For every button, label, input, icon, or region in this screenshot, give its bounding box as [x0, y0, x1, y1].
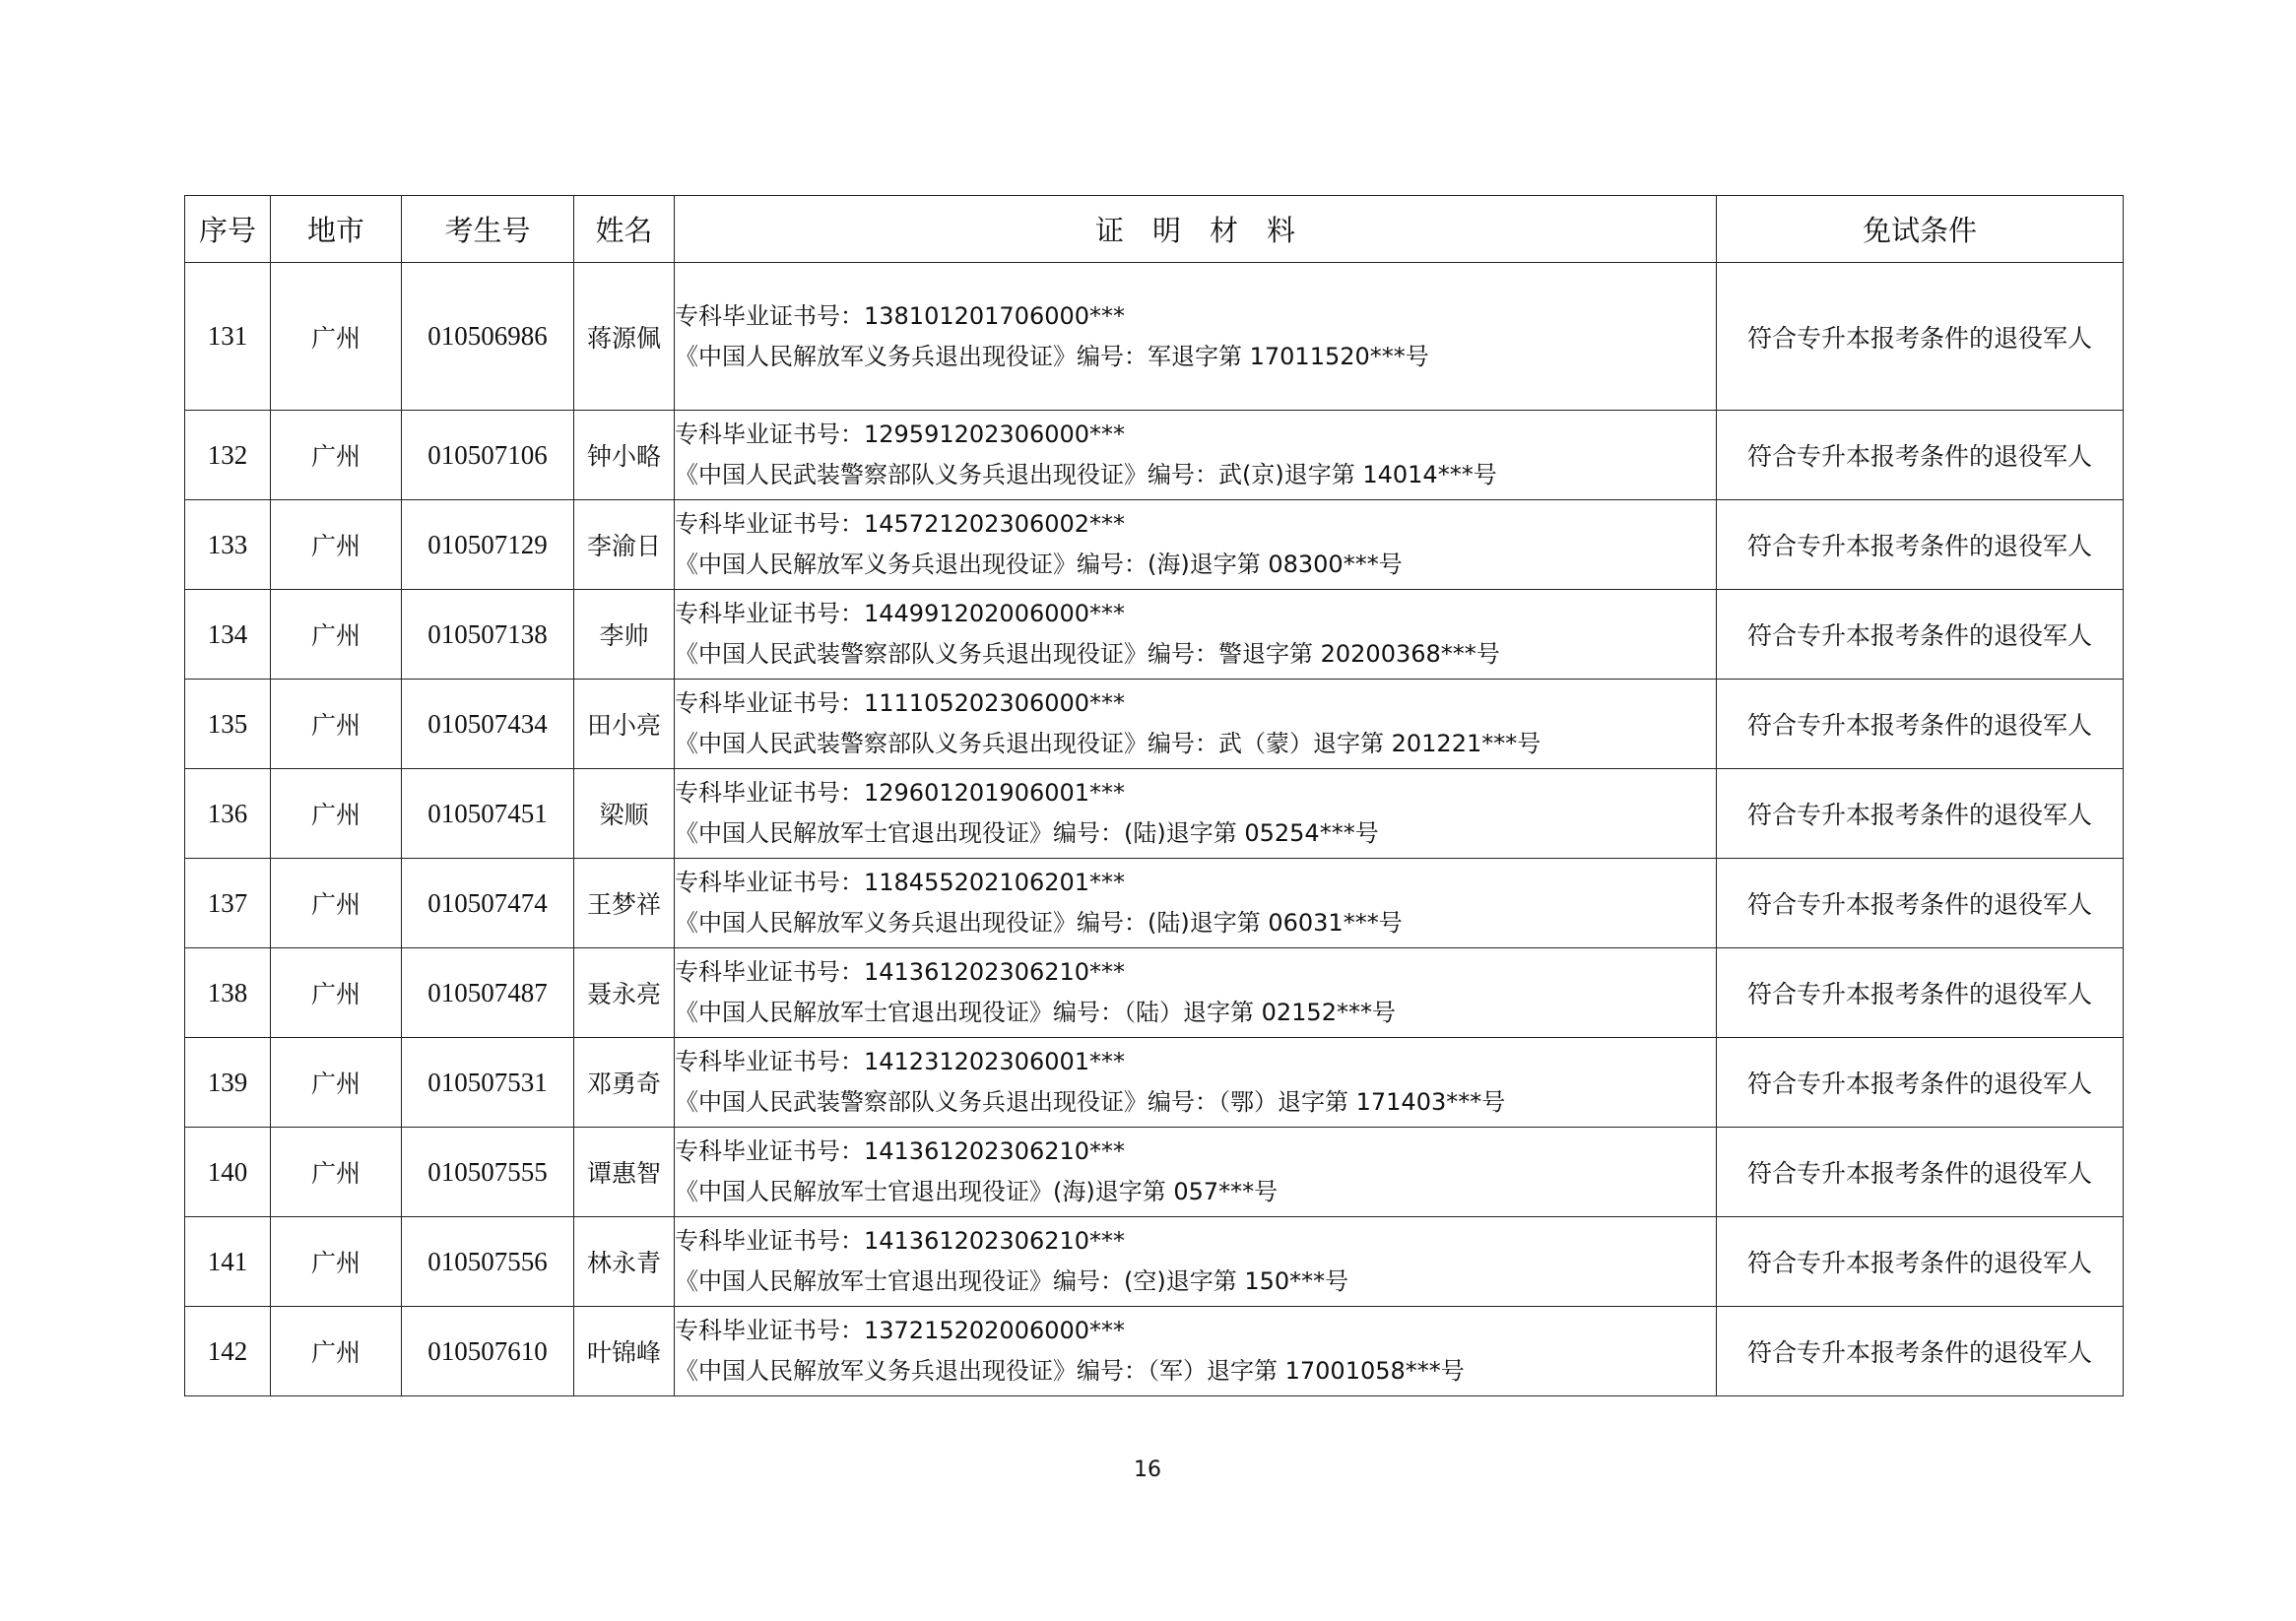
- diploma-number: 专科毕业证书号：145721202306002***: [675, 510, 1126, 538]
- seq-cell: 131: [185, 263, 271, 411]
- condition-cell: 符合专升本报考条件的退役军人: [1717, 948, 2124, 1038]
- seq-cell: 139: [185, 1038, 271, 1128]
- table-header-row: [185, 196, 2124, 263]
- discharge-certificate: 《中国人民武装警察部队义务兵退出现役证》编号：武（蒙）退字第 201221***号: [675, 730, 1542, 757]
- seq-cell: 136: [185, 769, 271, 859]
- table-row: [185, 1128, 2124, 1217]
- condition-cell: 符合专升本报考条件的退役军人: [1717, 590, 2124, 680]
- header-condition: 免试条件: [1717, 196, 2124, 263]
- condition-cell: 符合专升本报考条件的退役军人: [1717, 769, 2124, 859]
- table-row: [185, 411, 2124, 500]
- condition-cell: 符合专升本报考条件的退役军人: [1717, 1038, 2124, 1128]
- diploma-number: 专科毕业证书号：141361202306210***: [675, 958, 1126, 986]
- discharge-certificate: 《中国人民解放军义务兵退出现役证》编号：(海)退字第 08300***号: [675, 551, 1403, 578]
- materials-cell: [675, 590, 1717, 680]
- name-cell: 田小亮: [574, 680, 675, 769]
- materials-cell: [675, 500, 1717, 590]
- city-cell: 广州: [271, 1038, 402, 1128]
- table-row: [185, 1307, 2124, 1396]
- seq-cell: 133: [185, 500, 271, 590]
- materials-cell: [675, 859, 1717, 948]
- name-cell: 李渝日: [574, 500, 675, 590]
- diploma-number: 专科毕业证书号：129601201906001***: [675, 779, 1126, 807]
- exam-id-cell: 010507129: [402, 500, 574, 590]
- discharge-certificate: 《中国人民解放军士官退出现役证》(海)退字第 057***号: [675, 1178, 1279, 1205]
- diploma-number: 专科毕业证书号：144991202006000***: [675, 600, 1126, 627]
- materials-cell: [675, 680, 1717, 769]
- materials-cell: [675, 1217, 1717, 1307]
- exam-id-cell: 010506986: [402, 263, 574, 411]
- name-cell: 叶锦峰: [574, 1307, 675, 1396]
- seq-cell: 134: [185, 590, 271, 680]
- discharge-certificate: 《中国人民武装警察部队义务兵退出现役证》编号：（鄂）退字第 171403***号: [675, 1088, 1506, 1116]
- materials-cell: [675, 263, 1717, 411]
- city-cell: 广州: [271, 1128, 402, 1217]
- discharge-certificate: 《中国人民武装警察部队义务兵退出现役证》编号：警退字第 20200368***号: [675, 640, 1500, 668]
- condition-cell: 符合专升本报考条件的退役军人: [1717, 859, 2124, 948]
- materials-cell: [675, 769, 1717, 859]
- table-row: [185, 769, 2124, 859]
- discharge-certificate: 《中国人民解放军士官退出现役证》编号：（陆）退字第 02152***号: [675, 999, 1396, 1026]
- seq-cell: 142: [185, 1307, 271, 1396]
- name-cell: 王梦祥: [574, 859, 675, 948]
- city-cell: 广州: [271, 769, 402, 859]
- diploma-number: 专科毕业证书号：141231202306001***: [675, 1048, 1126, 1075]
- city-cell: 广州: [271, 1307, 402, 1396]
- discharge-certificate: 《中国人民解放军义务兵退出现役证》编号：(陆)退字第 06031***号: [675, 909, 1403, 937]
- city-cell: 广州: [271, 411, 402, 500]
- city-cell: 广州: [271, 680, 402, 769]
- discharge-certificate: 《中国人民解放军义务兵退出现役证》编号：军退字第 17011520***号: [675, 342, 1429, 370]
- exam-id-cell: 010507451: [402, 769, 574, 859]
- city-cell: 广州: [271, 500, 402, 590]
- header-city: 地市: [271, 196, 402, 263]
- name-cell: 谭惠智: [574, 1128, 675, 1217]
- condition-cell: 符合专升本报考条件的退役军人: [1717, 411, 2124, 500]
- condition-cell: 符合专升本报考条件的退役军人: [1717, 680, 2124, 769]
- header-seq: 序号: [185, 196, 271, 263]
- discharge-certificate: 《中国人民武装警察部队义务兵退出现役证》编号：武(京)退字第 14014***号: [675, 461, 1497, 488]
- table-row: [185, 859, 2124, 948]
- seq-cell: 132: [185, 411, 271, 500]
- header-name: 姓名: [574, 196, 675, 263]
- diploma-number: 专科毕业证书号：137215202006000***: [675, 1317, 1126, 1344]
- name-cell: 蒋源佩: [574, 263, 675, 411]
- page-number: 16: [1134, 1458, 1161, 1482]
- materials-cell: [675, 948, 1717, 1038]
- materials-cell: [675, 1038, 1717, 1128]
- city-cell: 广州: [271, 263, 402, 411]
- exam-id-cell: 010507556: [402, 1217, 574, 1307]
- materials-cell: [675, 411, 1717, 500]
- table-row: [185, 948, 2124, 1038]
- seq-cell: 140: [185, 1128, 271, 1217]
- table-row: [185, 1038, 2124, 1128]
- condition-cell: 符合专升本报考条件的退役军人: [1717, 1217, 2124, 1307]
- city-cell: 广州: [271, 859, 402, 948]
- table-row: [185, 500, 2124, 590]
- exam-id-cell: 010507474: [402, 859, 574, 948]
- exam-id-cell: 010507487: [402, 948, 574, 1038]
- discharge-certificate: 《中国人民解放军义务兵退出现役证》编号：（军）退字第 17001058***号: [675, 1357, 1465, 1385]
- name-cell: 林永青: [574, 1217, 675, 1307]
- materials-cell: [675, 1307, 1717, 1396]
- diploma-number: 专科毕业证书号：141361202306210***: [675, 1227, 1126, 1255]
- table-row: [185, 263, 2124, 411]
- exam-id-cell: 010507555: [402, 1128, 574, 1217]
- discharge-certificate: 《中国人民解放军士官退出现役证》编号：(空)退字第 150***号: [675, 1267, 1349, 1295]
- seq-cell: 137: [185, 859, 271, 948]
- diploma-number: 专科毕业证书号：118455202106201***: [675, 869, 1126, 896]
- seq-cell: 141: [185, 1217, 271, 1307]
- exam-id-cell: 010507610: [402, 1307, 574, 1396]
- table-row: [185, 590, 2124, 680]
- diploma-number: 专科毕业证书号：138101201706000***: [675, 301, 1126, 330]
- materials-cell: [675, 1128, 1717, 1217]
- exam-id-cell: 010507531: [402, 1038, 574, 1128]
- condition-cell: 符合专升本报考条件的退役军人: [1717, 1128, 2124, 1217]
- diploma-number: 专科毕业证书号：141361202306210***: [675, 1137, 1126, 1165]
- exam-id-cell: 010507106: [402, 411, 574, 500]
- discharge-certificate: 《中国人民解放军士官退出现役证》编号：(陆)退字第 05254***号: [675, 819, 1379, 847]
- name-cell: 钟小略: [574, 411, 675, 500]
- exemption-roster-table: [184, 195, 2124, 1396]
- header-exam-id: 考生号: [402, 196, 574, 263]
- city-cell: 广州: [271, 948, 402, 1038]
- condition-cell: 符合专升本报考条件的退役军人: [1717, 263, 2124, 411]
- diploma-number: 专科毕业证书号：111105202306000***: [675, 689, 1126, 717]
- condition-cell: 符合专升本报考条件的退役军人: [1717, 500, 2124, 590]
- name-cell: 李帅: [574, 590, 675, 680]
- seq-cell: 138: [185, 948, 271, 1038]
- exam-id-cell: 010507434: [402, 680, 574, 769]
- exam-id-cell: 010507138: [402, 590, 574, 680]
- name-cell: 梁顺: [574, 769, 675, 859]
- name-cell: 邓勇奇: [574, 1038, 675, 1128]
- table-row: [185, 680, 2124, 769]
- name-cell: 聂永亮: [574, 948, 675, 1038]
- city-cell: 广州: [271, 590, 402, 680]
- condition-cell: 符合专升本报考条件的退役军人: [1717, 1307, 2124, 1396]
- diploma-number: 专科毕业证书号：129591202306000***: [675, 421, 1126, 448]
- table-row: [185, 1217, 2124, 1307]
- city-cell: 广州: [271, 1217, 402, 1307]
- header-materials: 证 明 材 料: [675, 196, 1717, 263]
- seq-cell: 135: [185, 680, 271, 769]
